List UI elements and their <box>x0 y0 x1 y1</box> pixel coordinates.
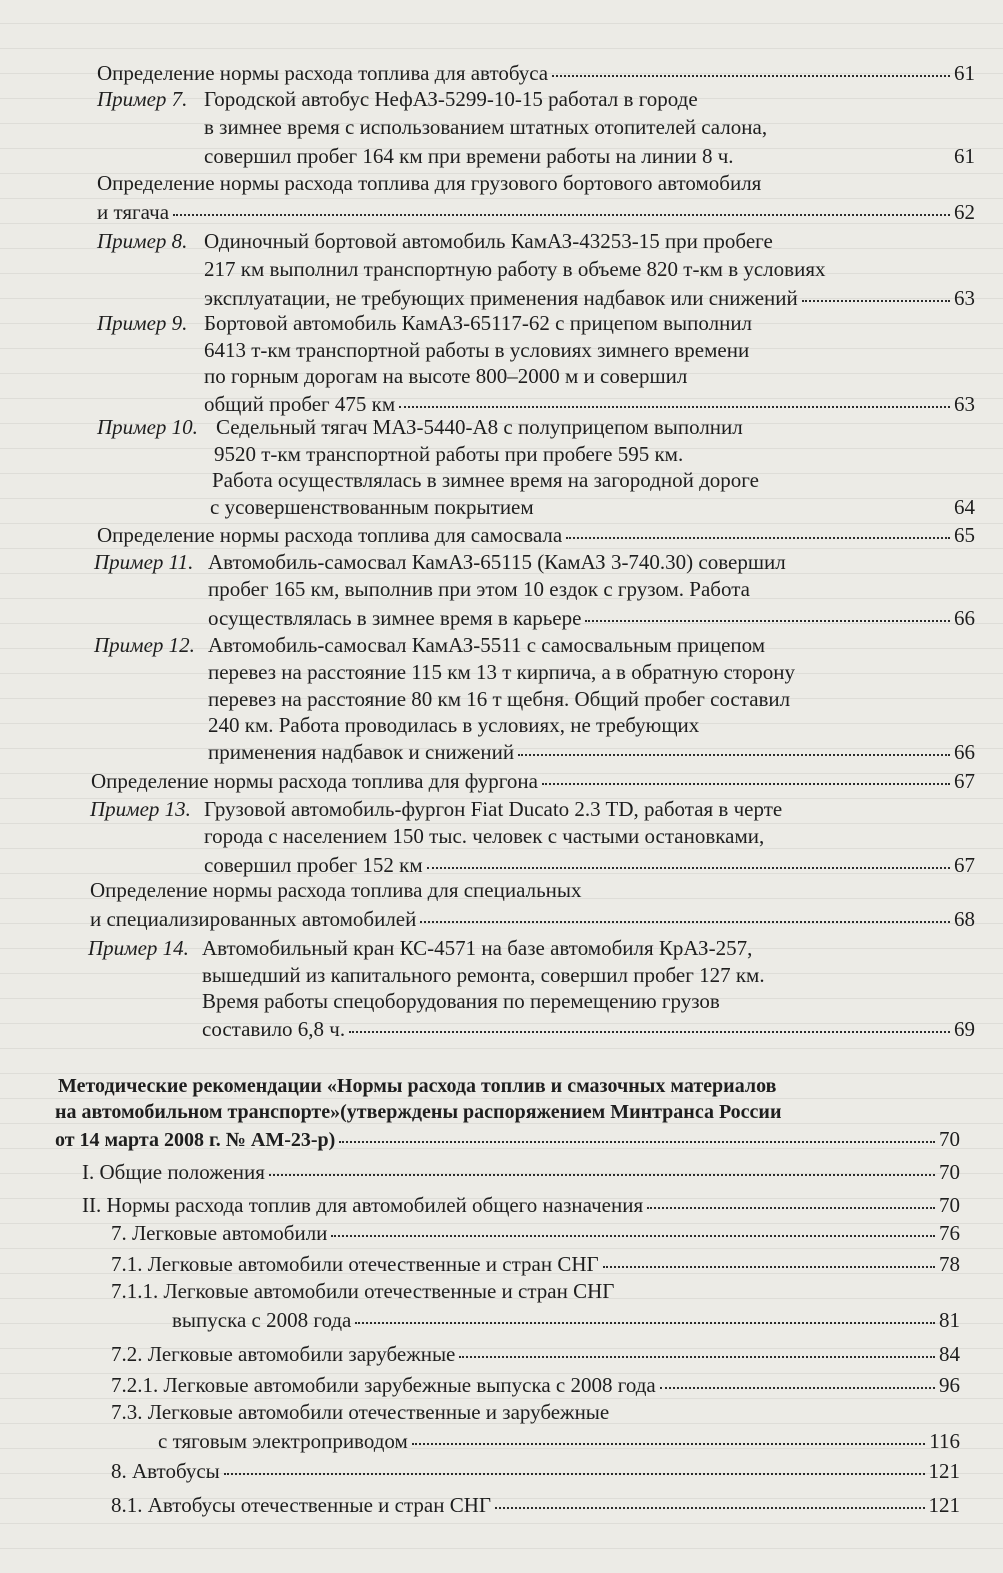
dot-leader <box>647 1187 935 1209</box>
toc-entry-7-2 <box>111 1339 960 1367</box>
page-number: 66 <box>954 740 975 764</box>
dot-leader <box>355 1302 935 1324</box>
dot-leader <box>603 1246 935 1268</box>
toc-entry-7-1 <box>111 1249 960 1277</box>
toc-entry-8 <box>111 1456 960 1484</box>
entry-title-line: Определение нормы расхода топлива для грузового бортового автомобиля <box>97 171 762 195</box>
dot-leader <box>399 386 950 408</box>
example-text-line: Городской автобус НефАЗ-5299-10-15 работал в городе <box>204 87 698 111</box>
toc-entry-7-1-1 <box>172 1305 960 1333</box>
example-text-line: Автомобиль-самосвал КамАЗ-65115 (КамАЗ 3-740.30) совершил <box>208 550 786 574</box>
page-number: 70 <box>939 1193 960 1217</box>
example-text-line: применения надбавок и снижений <box>208 740 515 764</box>
dot-leader <box>224 1453 925 1475</box>
page-number: 64 <box>954 495 975 519</box>
page-number: 121 <box>928 1459 960 1483</box>
entry-title-line: 7.3. Легковые автомобили отечественные и зарубежные <box>111 1400 610 1424</box>
example-text-line: города с населением 150 тыс. человек с частыми остановками, <box>204 824 765 848</box>
dot-leader <box>660 1367 935 1389</box>
entry-title-line: и специализированных автомобилей <box>90 907 417 931</box>
page-number: 70 <box>939 1160 960 1184</box>
page-number: 116 <box>929 1429 960 1453</box>
toc-entry-example-14 <box>202 1014 975 1042</box>
page-number: 67 <box>954 853 975 877</box>
entry-title: 8.1. Автобусы отечественные и стран СНГ <box>111 1493 492 1517</box>
dot-leader <box>802 280 950 302</box>
example-text-line: совершил пробег 164 км при времени работы на линии 8 ч. <box>204 144 734 168</box>
example-text-line: эксплуатации, не требующих применения надбавок или снижений <box>204 286 798 310</box>
toc-entry-example-7 <box>204 141 975 169</box>
example-text-line: составило 6,8 ч. <box>202 1017 346 1041</box>
page-number: 78 <box>939 1252 960 1276</box>
page-number: 81 <box>939 1308 960 1332</box>
entry-title-line: выпуска с 2008 года <box>172 1308 352 1332</box>
dot-leader <box>738 138 950 160</box>
dot-leader <box>495 1487 924 1509</box>
entry-title: Определение нормы расхода топлива для самосвала <box>97 523 563 547</box>
page-number: 61 <box>954 144 975 168</box>
toc-entry-def-dump <box>97 520 975 548</box>
example-text-line: осуществлялась в зимнее время в карьере <box>208 606 582 630</box>
page-number: 68 <box>954 907 975 931</box>
example-label: Пример 14. <box>88 936 189 960</box>
entry-title: 7.2. Легковые автомобили зарубежные <box>111 1342 456 1366</box>
section-heading-part: на автомобильном транспорте» <box>55 1101 341 1123</box>
toc-entry-def-truck <box>97 197 975 225</box>
toc-entry-example-8 <box>204 283 975 311</box>
example-text-line: Время работы спецоборудования по перемещению грузов <box>202 989 720 1013</box>
toc-entry-def-special <box>90 904 975 932</box>
dot-leader <box>542 763 950 785</box>
toc-entry-section-1 <box>82 1157 960 1185</box>
example-text-line: совершил пробег 152 км <box>204 853 423 877</box>
example-text-line: по горным дорогам на высоте 800–2000 м и совершил <box>204 364 688 388</box>
example-text-line: перевез на расстояние 115 км 13 т кирпича, а в обратную сторону <box>208 660 795 684</box>
example-text-line: Бортовой автомобиль КамАЗ-65117-62 с прицепом выполнил <box>204 311 753 335</box>
example-label: Пример 11. <box>94 550 194 574</box>
section-heading-line: от 14 марта 2008 г. № АМ-23-р) <box>55 1129 336 1151</box>
page-number: 76 <box>939 1221 960 1245</box>
example-text-line: Седельный тягач МАЗ-5440-А8 с полуприцепом выполнил <box>216 415 743 439</box>
entry-title: 7.1. Легковые автомобили отечественные и стран СНГ <box>111 1252 599 1276</box>
dot-leader <box>339 1121 935 1143</box>
entry-title: 7.2.1. Легковые автомобили зарубежные выпуска с 2008 года <box>111 1373 656 1397</box>
page-number: 63 <box>954 286 975 310</box>
dot-leader <box>552 55 950 77</box>
example-label: Пример 13. <box>90 797 191 821</box>
page-number: 65 <box>954 523 975 547</box>
toc-entry-example-9 <box>204 389 975 417</box>
example-text-line: вышедший из капитального ремонта, совершил пробег 127 км. <box>202 963 765 987</box>
entry-title-line: и тягача <box>97 200 170 224</box>
dot-leader <box>566 517 950 539</box>
entry-title: I. Общие положения <box>82 1160 265 1184</box>
toc-entry-example-11 <box>208 603 975 631</box>
toc-entry-example-12 <box>208 737 975 765</box>
example-text-line: общий пробег 475 км <box>204 392 396 416</box>
example-text-line: перевез на расстояние 80 км 16 т щебня. Общий пробег составил <box>208 687 791 711</box>
example-label: Пример 7. <box>97 87 188 111</box>
page-number: 66 <box>954 606 975 630</box>
example-text-line: Работа осуществлялась в зимнее время на загородной дороге <box>212 468 759 492</box>
entry-title: 7. Легковые автомобили <box>111 1221 328 1245</box>
entry-title-line: Определение нормы расхода топлива для специальных <box>90 878 582 902</box>
entry-title: Определение нормы расхода топлива для фургона <box>91 769 538 793</box>
dot-leader <box>420 901 950 923</box>
dot-leader <box>518 734 950 756</box>
toc-entry-7-3 <box>158 1426 960 1454</box>
example-text-line: пробег 165 км, выполнив при этом 10 ездок с грузом. Работа <box>208 577 750 601</box>
example-text-line: 9520 т-км транспортной работы при пробеге 595 км. <box>214 442 684 466</box>
toc-entry-8-1 <box>111 1490 960 1518</box>
example-label: Пример 8. <box>97 229 188 253</box>
toc-entry-7 <box>111 1218 960 1246</box>
dot-leader <box>349 1011 950 1033</box>
entry-title-line: с тяговым электроприводом <box>158 1429 408 1453</box>
dot-leader <box>269 1154 935 1176</box>
toc-entry-section-2 <box>82 1190 960 1218</box>
toc-entry-example-10 <box>210 492 975 520</box>
example-text-line: Автомобиль-самосвал КамАЗ-5511 с самосвальным прицепом <box>208 633 766 657</box>
example-label: Пример 10. <box>97 415 198 439</box>
page-number: 63 <box>954 392 975 416</box>
page-number: 61 <box>954 61 975 85</box>
toc-entry-recommendations <box>55 1124 960 1153</box>
example-text-line: Автомобильный кран КС-4571 на базе автомобиля КрАЗ-257, <box>202 936 753 960</box>
page-number: 67 <box>954 769 975 793</box>
page-number: 70 <box>939 1127 960 1151</box>
section-heading-part: (утверждены распоряжением Минтранса России <box>340 1101 782 1123</box>
example-text-line: 6413 т-км транспортной работы в условиях зимнего времени <box>204 338 750 362</box>
page-number: 69 <box>954 1017 975 1041</box>
entry-title: Определение нормы расхода топлива для автобуса <box>97 61 549 85</box>
dot-leader <box>538 489 950 511</box>
example-text-line: 217 км выполнил транспортную работу в объеме 820 т-км в условиях <box>204 257 826 281</box>
dot-leader <box>459 1336 935 1358</box>
page-number: 121 <box>928 1493 960 1517</box>
dot-leader <box>427 847 950 869</box>
section-heading-line: Методические рекомендации «Нормы расхода топлив и смазочных материалов <box>58 1075 777 1097</box>
entry-title: II. Нормы расхода топлив для автомобилей общего назначения <box>82 1193 644 1217</box>
example-text-line: в зимнее время с использованием штатных отопителей салона, <box>204 115 768 139</box>
dot-leader <box>585 600 950 622</box>
toc-entry-example-13 <box>204 850 975 878</box>
toc-entry-def-bus <box>97 58 975 86</box>
toc-entry-7-2-1 <box>111 1370 960 1398</box>
toc-entry-def-van <box>91 766 975 794</box>
entry-title: 8. Автобусы <box>111 1459 220 1483</box>
dot-leader <box>412 1423 925 1445</box>
example-text-line: 240 км. Работа проводилась в условиях, не требующих <box>208 713 700 737</box>
dot-leader <box>331 1215 935 1237</box>
example-text-line: Грузовой автомобиль-фургон Fiat Ducato 2.3 TD, работая в черте <box>204 797 783 821</box>
example-text-line: с усовершенствованным покрытием <box>210 495 534 519</box>
example-text-line: Одиночный бортовой автомобиль КамАЗ-43253-15 при пробеге <box>204 229 773 253</box>
page-number: 96 <box>939 1373 960 1397</box>
page-number: 84 <box>939 1342 960 1366</box>
example-label: Пример 9. <box>97 311 188 335</box>
example-label: Пример 12. <box>94 633 195 657</box>
page-number: 62 <box>954 200 975 224</box>
dot-leader <box>173 194 950 216</box>
entry-title-line: 7.1.1. Легковые автомобили отечественные и стран СНГ <box>111 1279 615 1303</box>
